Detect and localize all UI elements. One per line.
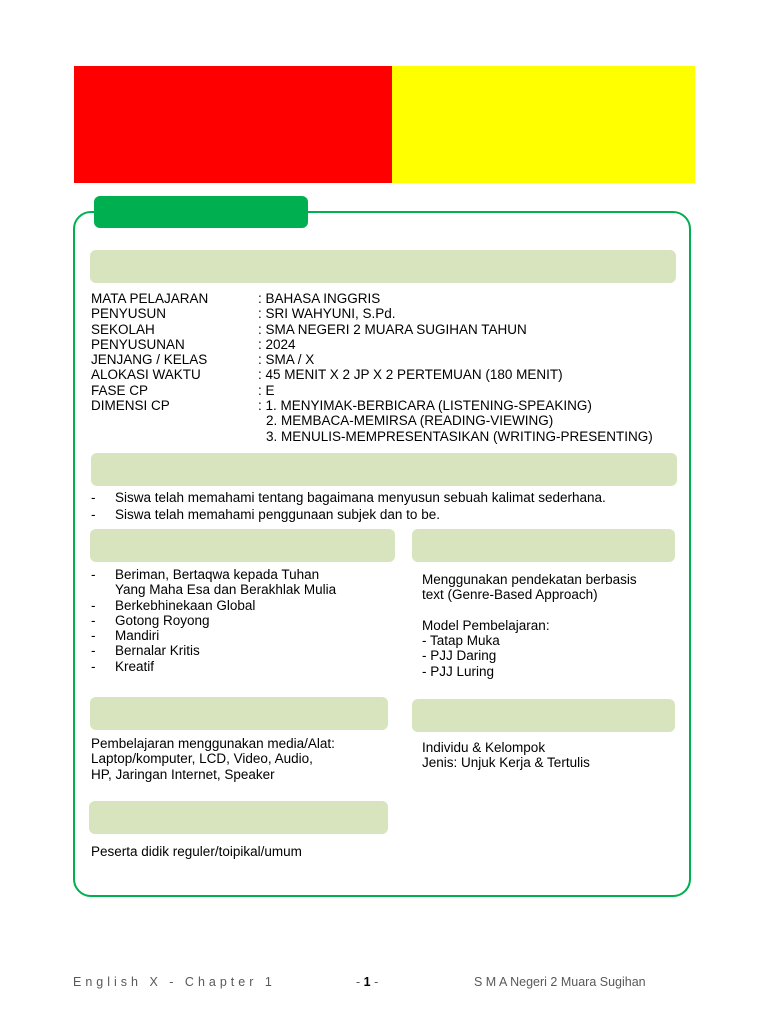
list-item xyxy=(91,567,336,598)
footer-school: S M A Negeri 2 Muara Sugihan xyxy=(474,975,646,989)
section-bar-approach xyxy=(412,529,675,562)
approach-line: Menggunakan pendekatan berbasis xyxy=(422,572,637,587)
identity-key: PENYUSUNAN xyxy=(91,336,185,352)
list-item: - Siswa telah memahami tentang bagaimana menyusun sebuah kalimat sederhana. xyxy=(91,490,606,507)
identity-value: : SRI WAHYUNI, S.Pd. xyxy=(258,306,396,322)
section-bar-prerequisites xyxy=(91,453,677,486)
page-suffix: - xyxy=(370,975,379,989)
target-text: Peserta didik reguler/toipikal/umum xyxy=(91,844,302,859)
list-item: - Bernalar Kritis xyxy=(91,643,336,658)
footer-chapter: English X - Chapter 1 xyxy=(73,975,276,989)
model-item: - PJJ Luring xyxy=(422,663,495,679)
list-item: - Mandiri xyxy=(91,628,336,643)
identity-value: : BAHASA INGGRIS xyxy=(258,291,381,306)
identity-value: : SMA / X xyxy=(258,352,315,368)
model-item: - PJJ Daring xyxy=(422,648,497,664)
assessment-line: Jenis: Unjuk Kerja & Tertulis xyxy=(422,755,590,771)
identity-key: JENJANG / KELAS xyxy=(91,352,208,368)
identity-value: : 45 MENIT X 2 JP X 2 PERTEMUAN (180 MENIT) xyxy=(258,367,563,383)
list-item-text-continued: Yang Maha Esa dan Berakhlak Mulia xyxy=(115,582,337,598)
profil-list xyxy=(91,567,336,674)
identity-key: FASE CP xyxy=(91,382,149,398)
panel-header-tab xyxy=(94,196,308,228)
prerequisites-list xyxy=(91,490,606,523)
dimensi-item: 3. MENULIS-MEMPRESENTASIKAN (WRITING-PRESENTING) xyxy=(266,428,653,444)
identity-value: : 1. MENYIMAK-BERBICARA (LISTENING-SPEAKING) xyxy=(258,398,592,414)
model-item: - Tatap Muka xyxy=(422,633,500,649)
banner-red-block xyxy=(74,66,392,183)
media-line: Laptop/komputer, LCD, Video, Audio, xyxy=(91,751,313,767)
assessment-block xyxy=(422,740,590,771)
approach-block xyxy=(422,572,637,679)
list-item-text: Beriman, Bertaqwa kepada Tuhan xyxy=(115,567,320,582)
list-item: - Gotong Royong xyxy=(91,613,336,628)
assessment-line: Individu & Kelompok xyxy=(422,740,546,755)
media-block xyxy=(91,736,335,782)
section-bar-profil xyxy=(90,529,395,562)
approach-line: text (Genre-Based Approach) xyxy=(422,587,598,603)
list-item: - Siswa telah memahami penggunaan subjek dan to be. xyxy=(91,507,606,524)
section-bar-assessment xyxy=(412,699,675,732)
section-bar-media xyxy=(90,697,388,730)
media-line: Pembelajaran menggunakan media/Alat: xyxy=(91,736,335,751)
page-prefix: - xyxy=(356,975,364,989)
section-bar-target xyxy=(89,801,388,834)
identity-key: DIMENSI CP xyxy=(91,398,170,414)
list-item: - Berkebhinekaan Global xyxy=(91,598,336,613)
identity-value: : SMA NEGERI 2 MUARA SUGIHAN TAHUN xyxy=(258,321,527,337)
identity-key: MATA PELAJARAN xyxy=(91,291,209,306)
model-title: Model Pembelajaran: xyxy=(422,617,550,633)
media-line: HP, Jaringan Internet, Speaker xyxy=(91,766,275,782)
identity-value: : E xyxy=(258,382,275,398)
identity-key: SEKOLAH xyxy=(91,321,155,337)
page-number: 1 xyxy=(363,975,371,989)
dimensi-item: 2. MEMBACA-MEMIRSA (READING-VIEWING) xyxy=(266,413,554,429)
identity-key: PENYUSUN xyxy=(91,306,167,322)
list-item: - Kreatif xyxy=(91,659,336,674)
banner-yellow-block xyxy=(392,66,695,183)
identity-value: : 2024 xyxy=(258,336,296,352)
footer-page-number xyxy=(356,975,378,989)
identity-key: ALOKASI WAKTU xyxy=(91,367,201,383)
section-bar-identity xyxy=(90,250,676,283)
